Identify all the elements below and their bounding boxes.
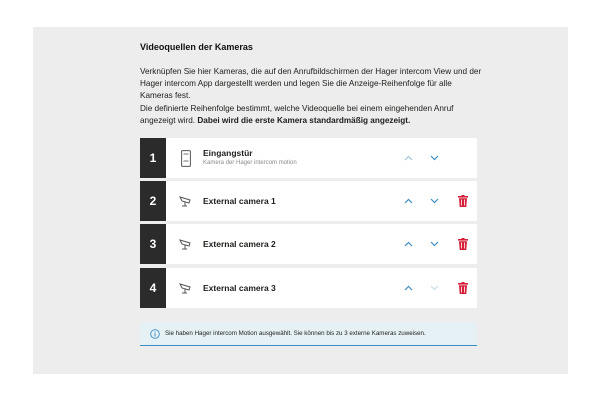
move-down-button[interactable] xyxy=(428,152,440,164)
camera-row-3 xyxy=(140,224,477,264)
move-up-button[interactable] xyxy=(402,282,414,294)
description-text: Die definierte Reihenfolge bestimmt, welche Videoquelle bei einem eingehenden Anruf angezeigt wird. xyxy=(140,103,454,125)
door-station-icon xyxy=(178,149,194,167)
cctv-camera-icon xyxy=(178,192,194,210)
camera-name: External camera 2 xyxy=(203,239,276,249)
move-down-button[interactable] xyxy=(428,238,440,250)
section-title: Videoquellen der Kameras xyxy=(140,42,253,52)
camera-row-1 xyxy=(140,138,477,178)
camera-subtitle: Kamera der Hager intercom motion xyxy=(203,160,297,166)
camera-index: 4 xyxy=(140,268,166,308)
chevron-down-icon xyxy=(430,155,439,161)
camera-name: External camera 1 xyxy=(203,196,276,206)
camera-index: 1 xyxy=(140,138,166,178)
camera-index: 2 xyxy=(140,181,166,221)
camera-name: Eingangstür xyxy=(203,148,253,158)
chevron-down-icon xyxy=(430,241,439,247)
description-paragraph-1: Verknüpfen Sie hier Kameras, die auf den Anrufbildschirmen der Hager intercom View und der Hager intercom App dargestellt werden und legen Sie die Anzeige-Reihenfolge für alle Kameras fest. xyxy=(140,67,482,101)
chevron-up-icon xyxy=(404,285,413,291)
move-up-button[interactable] xyxy=(402,152,414,164)
camera-index: 3 xyxy=(140,224,166,264)
cctv-camera-icon xyxy=(178,235,194,253)
trash-icon xyxy=(458,282,468,294)
info-icon xyxy=(150,329,160,339)
camera-row-2 xyxy=(140,181,477,221)
section-description xyxy=(140,66,485,127)
chevron-up-icon xyxy=(404,198,413,204)
camera-row-4 xyxy=(140,268,477,308)
move-up-button[interactable] xyxy=(402,238,414,250)
cctv-camera-icon xyxy=(178,279,194,297)
description-bold-text: Dabei wird die erste Kamera standardmäßig angezeigt. xyxy=(197,115,411,125)
info-text: Sie haben Hager intercom Motion ausgewählt. Sie können bis zu 3 externe Kameras zuweisen. xyxy=(165,330,426,337)
delete-camera-1-button[interactable] xyxy=(456,194,470,208)
description-paragraph-2 xyxy=(140,103,485,127)
delete-camera-3-button[interactable] xyxy=(456,281,470,295)
trash-icon xyxy=(458,195,468,207)
info-banner xyxy=(140,322,477,346)
move-down-button[interactable] xyxy=(428,282,440,294)
move-up-button[interactable] xyxy=(402,195,414,207)
move-down-button[interactable] xyxy=(428,195,440,207)
chevron-up-icon xyxy=(404,241,413,247)
delete-camera-2-button[interactable] xyxy=(456,237,470,251)
chevron-down-icon xyxy=(430,198,439,204)
chevron-up-icon xyxy=(404,155,413,161)
trash-icon xyxy=(458,238,468,250)
camera-name: External camera 3 xyxy=(203,283,276,293)
chevron-down-icon xyxy=(430,285,439,291)
